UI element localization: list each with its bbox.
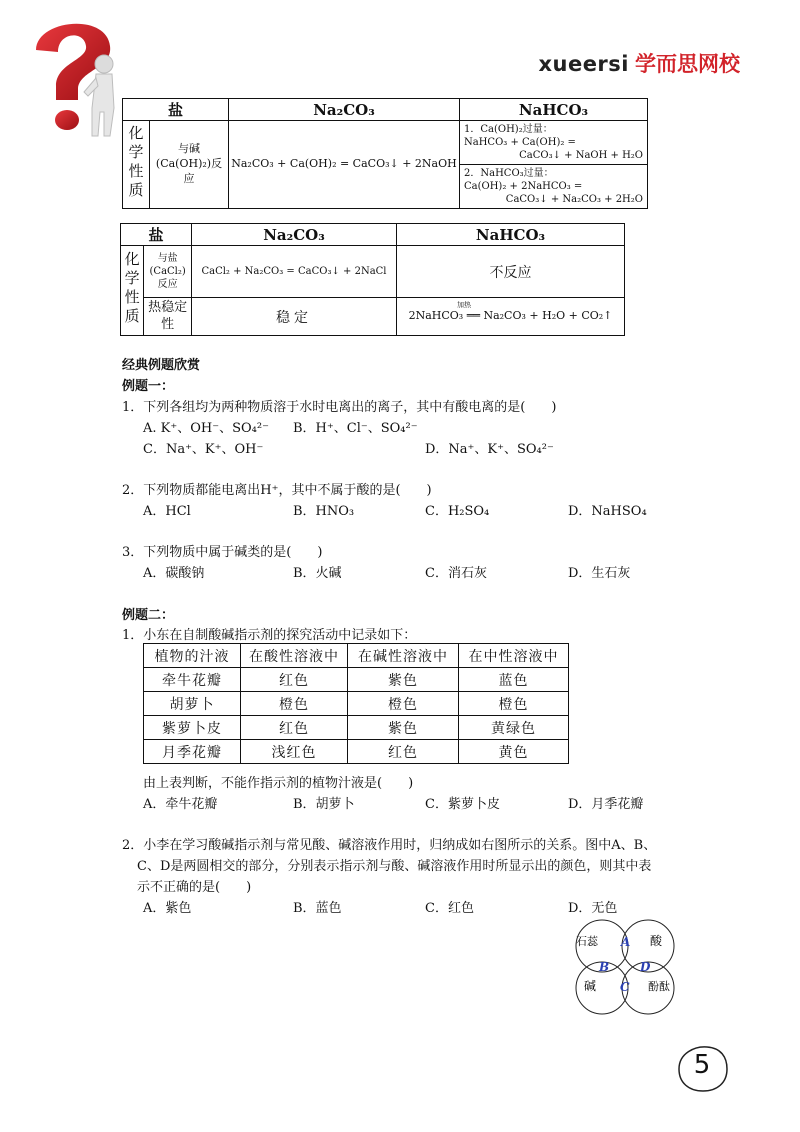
row1-label-line1: 与盐 [157, 253, 178, 264]
q5-option-b: B．蓝色 [293, 901, 342, 916]
question-2: 2．下列物质都能电离出H⁺，其中不属于酸的是( ) [122, 483, 432, 498]
table-cell: 紫色 [348, 716, 459, 740]
q5-option-d: D．无色 [568, 901, 618, 916]
table-cell: 胡萝卜 [144, 692, 241, 716]
q2-option-c: C．H₂SO₄ [425, 504, 490, 519]
table-cell: 橙色 [348, 692, 459, 716]
table2-row1-nahco3: 不反应 [397, 246, 625, 298]
q4-option-a: A．牵牛花瓣 [143, 797, 218, 812]
table-cell: 紫萝卜皮 [144, 716, 241, 740]
table2-header-salt: 盐 [121, 224, 192, 246]
question-5-line1: 2．小李在学习酸碱指示剂与常见酸、碱溶液作用时，归纳成如右图所示的关系。图中A、B、 [122, 838, 657, 853]
table1-reaction-label: 与碱(Ca(OH)₂)反应 [150, 121, 229, 209]
case1-eq-line1: NaHCO₃ + Ca(OH)₂ = [464, 137, 576, 148]
venn-label-d: D [640, 960, 651, 974]
table-cell: 蓝色 [459, 668, 569, 692]
table-cell: 黄绿色 [459, 716, 569, 740]
q3-option-c: C．消石灰 [425, 566, 487, 581]
table-cell: 牵牛花瓣 [144, 668, 241, 692]
table2-row2-nahco3 [397, 298, 625, 336]
venn-label-b: B [599, 960, 610, 974]
question-5-line2: C、D是两圆相交的部分，分别表示指示剂与酸、碱溶液作用时所显示出的颜色，则其中表 [137, 859, 652, 874]
venn-label-litmus: 石蕊 [576, 935, 598, 948]
brand-latin: xueersi [538, 52, 629, 76]
table-cell: 红色 [241, 716, 348, 740]
table-row [144, 716, 569, 740]
case2-title: 2．NaHCO₃过量： [464, 168, 554, 179]
q2-option-d: D．NaHSO₄ [568, 504, 647, 519]
question-mark-figure-icon [18, 8, 133, 143]
table-cell: 橙色 [459, 692, 569, 716]
case2-eq-line2: CaCO₃↓ + Na₂CO₃ + 2H₂O [505, 194, 643, 205]
q3-option-a: A．碳酸钠 [143, 566, 205, 581]
table-row [144, 668, 569, 692]
venn-label-base: 碱 [584, 979, 597, 993]
table2-header-nahco3: NaHCO₃ [397, 224, 625, 246]
q5-option-a: A．紫色 [143, 901, 192, 916]
table2-row2-label: 热稳定性 [144, 298, 192, 336]
case1-title: 1．Ca(OH)₂过量： [464, 124, 553, 135]
table2-row2-na2co3: 稳定 [192, 298, 397, 336]
table-cell: 紫色 [348, 668, 459, 692]
case1-eq-line2: CaCO₃↓ + NaOH + H₂O [519, 150, 643, 161]
table-cell: 红色 [348, 740, 459, 764]
question-4-followup: 由上表判断，不能作指示剂的植物汁液是( ) [143, 776, 414, 791]
decomposition-equation: 2NaHCO₃ ══ Na₂CO₃ + H₂O + CO₂↑ [408, 309, 613, 323]
indicator-header-neutral: 在中性溶液中 [459, 644, 569, 668]
venn-label-c: C [620, 980, 630, 994]
table1-header-nahco3: NaHCO₃ [460, 99, 648, 121]
q3-option-b: B．火碱 [293, 566, 342, 581]
question-3: 3．下列物质中属于碱类的是( ) [122, 545, 323, 560]
table-cell: 浅红色 [241, 740, 348, 764]
q2-option-a: A．HCl [143, 504, 191, 519]
page-number: 5 [693, 1050, 711, 1080]
q1-option-c: C．Na⁺、K⁺、OH⁻ [143, 442, 264, 457]
table1-header-salt: 盐 [123, 99, 229, 121]
question-1: 1．下列各组均为两种物质溶于水时电离出的离子，其中有酸电离的是( ) [122, 400, 557, 415]
q3-option-d: D．生石灰 [568, 566, 631, 581]
venn-label-phenol: 酚酞 [648, 980, 670, 993]
venn-label-acid: 酸 [650, 934, 663, 948]
indicator-header-plant: 植物的汁液 [144, 644, 241, 668]
table1-na2co3-equation: Na₂CO₃ + Ca(OH)₂ = CaCO₃↓ + 2NaOH [229, 121, 460, 209]
venn-label-a: A [621, 935, 631, 949]
section-title: 经典例题欣赏 [122, 358, 201, 373]
q1-option-b: B．H⁺、Cl⁻、SO₄²⁻ [293, 421, 418, 436]
question-5-line3: 示不正确的是( ) [137, 880, 252, 895]
heat-condition: 加热 [457, 301, 471, 309]
indicator-header-acid: 在酸性溶液中 [241, 644, 348, 668]
table-row [144, 692, 569, 716]
table1-row-label-text: 化学性质 [126, 124, 145, 201]
table-cell: 黄色 [459, 740, 569, 764]
q4-option-c: C．紫萝卜皮 [425, 797, 500, 812]
q1-option-a: A. K⁺、OH⁻、SO₄²⁻ [143, 421, 269, 436]
case2-eq-line1: Ca(OH)₂ + 2NaHCO₃ = [464, 181, 583, 192]
table2-row-label [121, 246, 144, 336]
q4-option-b: B．胡萝卜 [293, 797, 355, 812]
table1-header-na2co3: Na₂CO₃ [229, 99, 460, 121]
na2co3-nahco3-salt-stability-table [120, 223, 625, 336]
indicator-table [143, 643, 569, 764]
row1-label-line2: (CaCl₂) [149, 266, 186, 277]
row1-label-line3: 反应 [157, 279, 178, 290]
brand-chinese: 学而思网校 [635, 52, 740, 76]
question-4: 1．小东在自制酸碱指示剂的探究活动中记录如下： [122, 628, 417, 643]
q4-option-d: D．月季花瓣 [568, 797, 644, 812]
brand-logo [538, 48, 740, 78]
table2-header-na2co3: Na₂CO₃ [192, 224, 397, 246]
table-cell: 红色 [241, 668, 348, 692]
q1-option-d: D．Na⁺、K⁺、SO₄²⁻ [425, 442, 554, 457]
table1-row-label [123, 121, 150, 209]
na2co3-nahco3-base-reaction-table [122, 98, 648, 209]
q5-option-c: C．红色 [425, 901, 474, 916]
table-cell: 月季花瓣 [144, 740, 241, 764]
table2-row1-na2co3: CaCl₂ + Na₂CO₃ = CaCO₃↓ + 2NaCl [192, 246, 397, 298]
example1-title: 例题一： [122, 379, 175, 394]
example2-title: 例题二： [122, 608, 175, 623]
table1-nahco3-case1 [460, 121, 648, 165]
indicator-header-base: 在碱性溶液中 [348, 644, 459, 668]
indicator-venn-diagram [568, 918, 680, 1018]
table2-row1-label [144, 246, 192, 298]
q2-option-b: B．HNO₃ [293, 504, 355, 519]
table2-row-label-text: 化学性质 [122, 250, 141, 327]
table-cell: 橙色 [241, 692, 348, 716]
table1-nahco3-case2 [460, 165, 648, 209]
table-row [144, 740, 569, 764]
